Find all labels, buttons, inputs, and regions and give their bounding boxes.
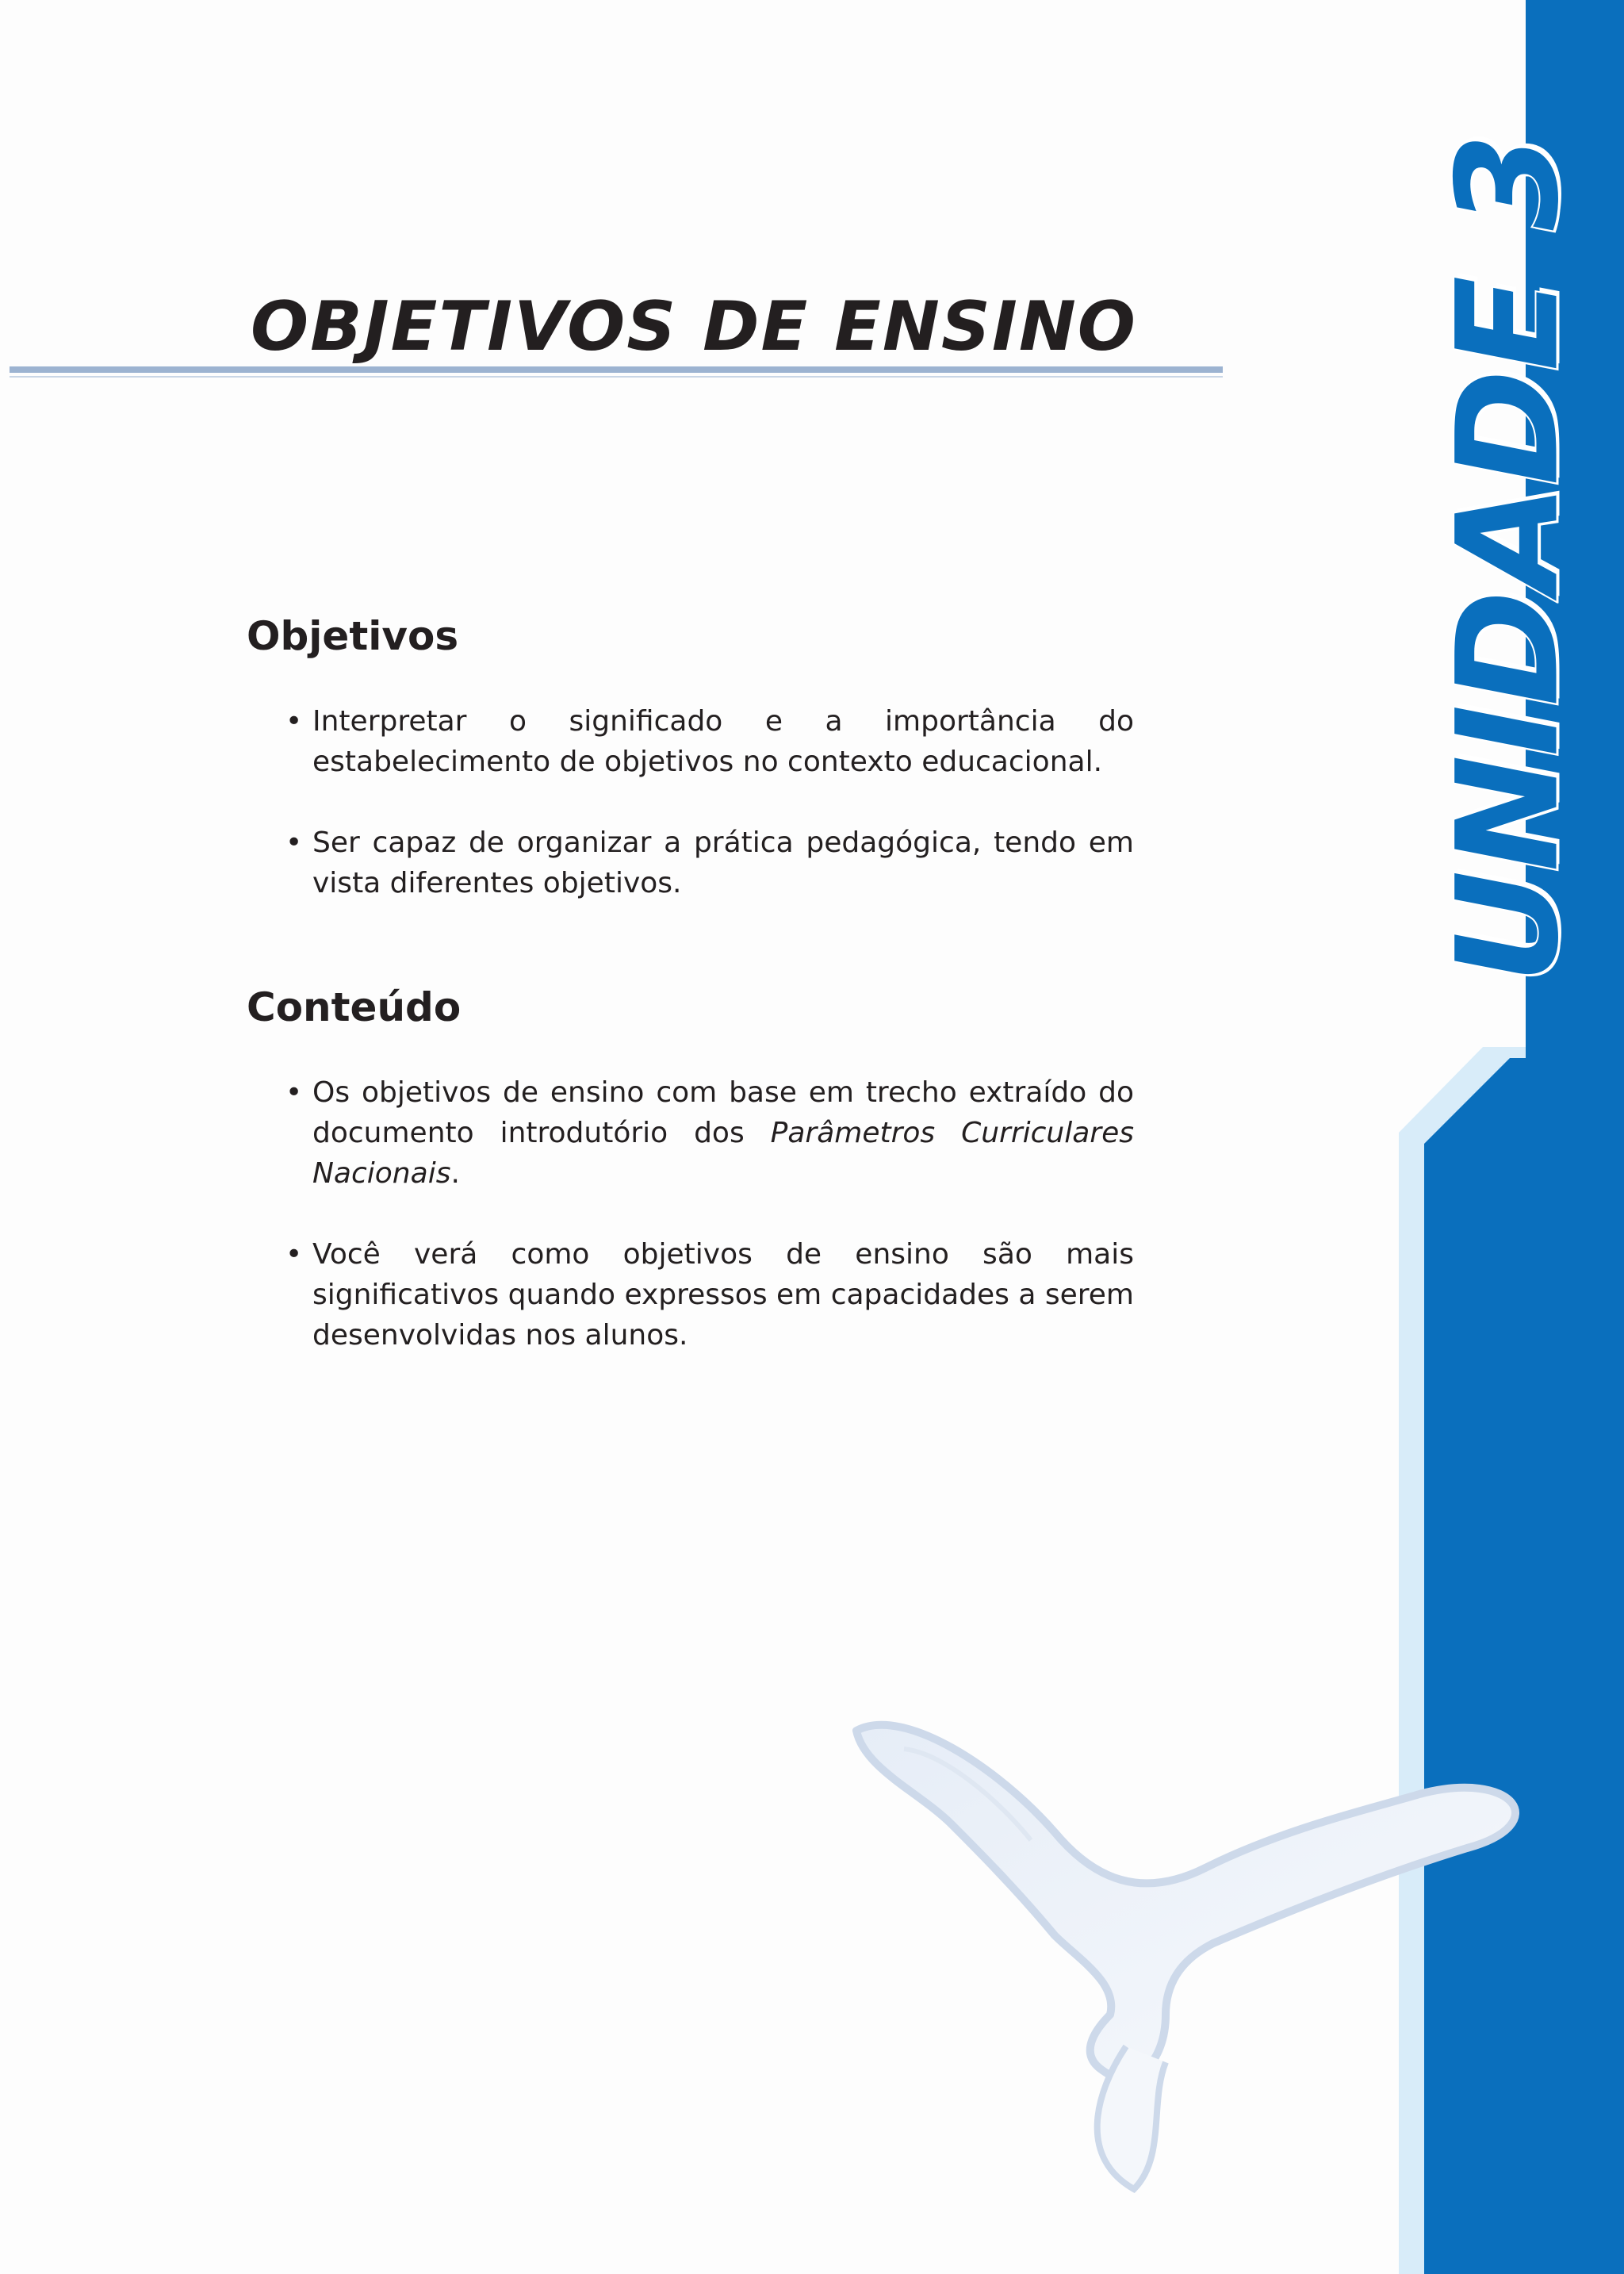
bullet-icon: •	[285, 1076, 303, 1109]
list-item	[285, 1072, 1134, 1194]
bullet-icon: •	[285, 705, 303, 738]
section-heading-conteudo: Conteúdo	[247, 984, 462, 1030]
list-item	[285, 701, 1134, 782]
bullet-icon: •	[285, 1238, 303, 1271]
list-item-text: Os objetivos de ensino com base em trecho extraído do documento introdutório dos	[312, 1076, 1134, 1149]
list-item-text: Você verá como objetivos de ensino são mais significativos quando expressos em capacidades a serem desenvolvidas nos alunos.	[312, 1238, 1135, 1352]
list-item	[285, 823, 1134, 903]
list-item-text: Parâmetros Curriculares Nacionais	[312, 1117, 1135, 1190]
bullet-icon: •	[285, 826, 303, 859]
section-heading-objetivos: Objetivos	[247, 613, 459, 659]
list-item-text: .	[450, 1157, 460, 1190]
list-item	[285, 1234, 1134, 1356]
conteudo-list	[285, 1072, 1134, 1396]
list-item-text: Ser capaz de organizar a prática pedagógica, tendo em vista diferentes objetivos.	[312, 826, 1134, 899]
list-item-text: Interpretar o significado e a importância do estabelecimento de objetivos no contexto educacional.	[312, 705, 1134, 778]
title-underline-thin	[10, 376, 1223, 378]
objetivos-list	[285, 701, 1134, 944]
title-underline	[10, 366, 1223, 373]
page-title: OBJETIVOS DE ENSINO	[251, 287, 1137, 366]
unit-label: UNIDADE 3	[1427, 134, 1590, 984]
